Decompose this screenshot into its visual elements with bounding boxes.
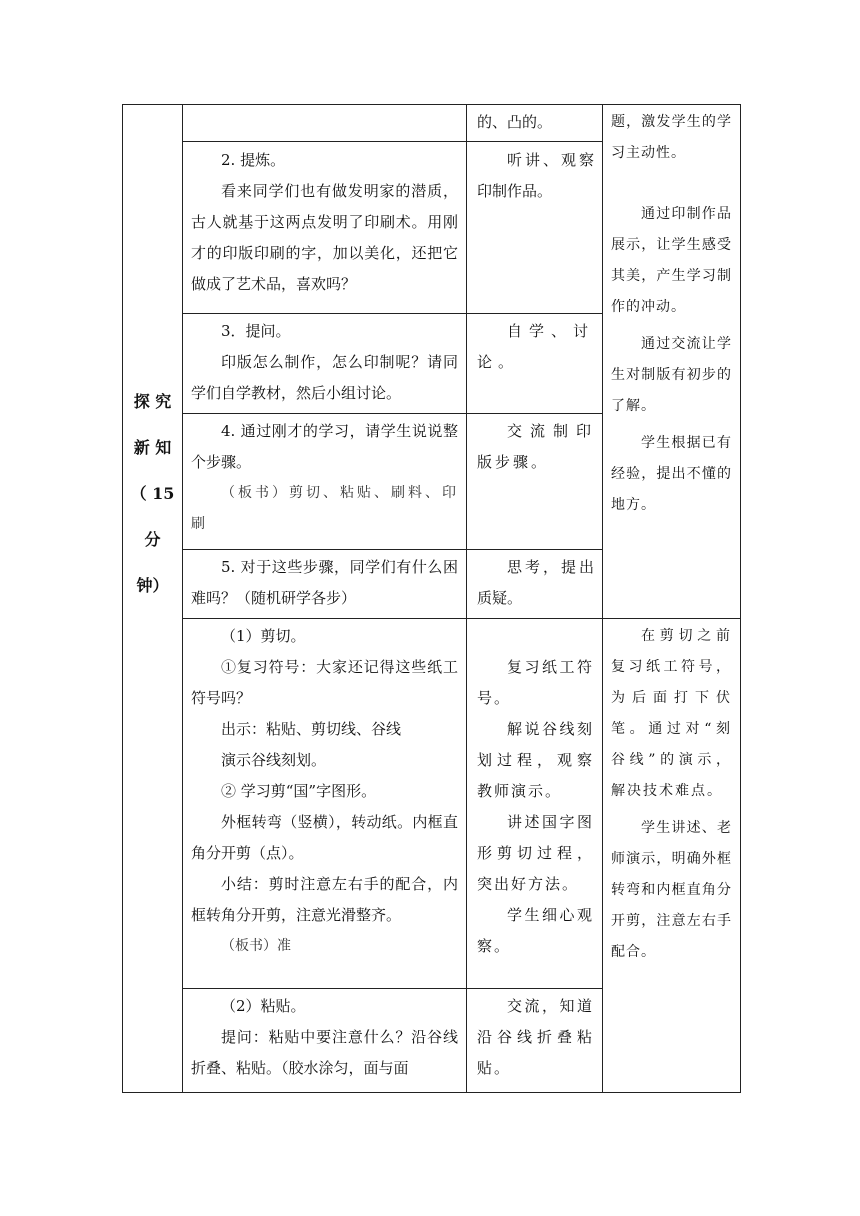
- student-activity: 交流，知道沿谷线折叠粘贴。: [477, 997, 594, 1077]
- teacher-activity: （2）粘贴。 提问：粘贴中要注意什么？沿谷线折叠、粘贴。（胶水涂匀，面与面: [191, 997, 458, 1077]
- row-divider: [182, 413, 603, 414]
- teacher-activity: 2. 提炼。 看来同学们也有做发明家的潜质，古人就基于这两点发明了印刷术。用刚才的印版印刷的字，加以美化，还把它做成了艺术品，喜欢吗？: [191, 151, 458, 293]
- teacher-activity: （1）剪切。 ①复习符号：大家还记得这些纸工符号吗？ 出示：粘贴、剪切线、谷线 演示谷线刻划。 ② 学习剪“国”字图形。 外框转弯（竖横），转动纸。内框直角分开剪（点）。 小结：剪时注意左右手的配合，内框转角分开剪，注意光滑整齐。 （板书）准: [191, 627, 458, 954]
- student-activity: 思考，提出质疑。: [477, 558, 594, 607]
- student-activity: 复习纸工符号。 解说谷线刻划过程，观察教师演示。 讲述国字图形剪切过程，突出好方法。 学生细心观察。: [477, 658, 594, 955]
- student-activity: 听讲、观察印制作品。: [477, 151, 594, 200]
- teacher-activity: 5. 对于这些步骤，同学们有什么困难吗？（随机研学各步）: [191, 558, 458, 607]
- row-divider: [182, 313, 603, 314]
- section-label: 探 究 新 知 （ 15 分 钟）: [130, 392, 175, 595]
- section-divider: [182, 618, 740, 619]
- row-divider: [182, 549, 603, 550]
- teacher-activity: 3．提问。 印版怎么制作，怎么印制呢？请同学们自学教材，然后小组讨论。: [191, 322, 458, 402]
- row-divider: [182, 141, 603, 142]
- teacher-activity: 4. 通过刚才的学习，请学生说说整个步骤。 （板书）剪切、粘贴、刷料、印刷: [191, 422, 458, 532]
- student-activity: 交流制印版步骤。: [477, 422, 594, 471]
- design-intent: 题，激发学生的学习主动性。 通过印制作品展示，让学生感受其美，产生学习制作的冲动。 通过交流让学生对制版有初步的了解。 学生根据已有经验，提出不懂的地方。: [611, 114, 732, 513]
- row-divider: [182, 988, 603, 989]
- design-intent: 在剪切之前复习纸工符号，为后面打下伏笔。通过对“刻谷线”的演示，解决技术难点。 学生讲述、老师演示，明确外框转弯和内框直角分开剪，注意左右手配合。: [611, 628, 732, 960]
- student-activity: 自学、讨论。: [477, 322, 594, 371]
- student-activity: 的、凸的。: [477, 113, 553, 131]
